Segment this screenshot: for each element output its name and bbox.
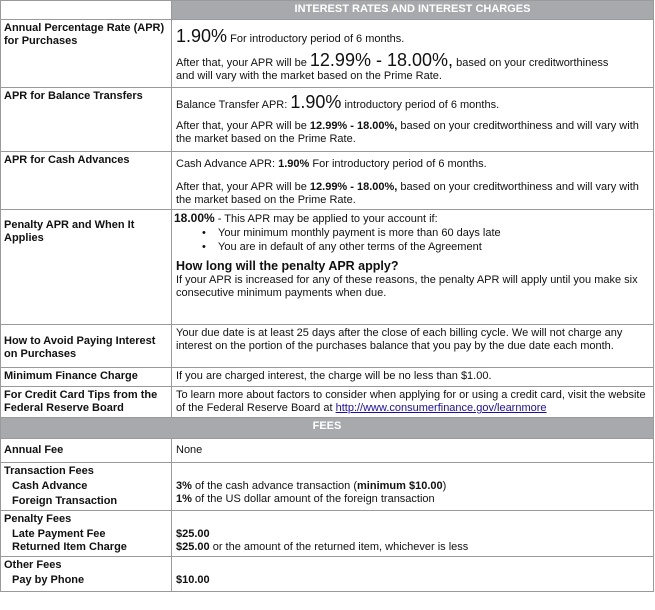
foreign-transaction-fee-label: Foreign Transaction (12, 495, 118, 507)
returned-item-charge-amount: $25.00 (176, 541, 210, 553)
late-payment-fee-amount: $25.00 (176, 528, 210, 540)
min-finance-charge-text: If you are charged interest, the charge will be no less than $1.00. (172, 368, 654, 387)
apr-ca-intro-prefix: Cash Advance APR: (176, 158, 276, 170)
apr-bt-intro-prefix: Balance Transfer APR: (176, 99, 288, 111)
credit-card-tips-content (172, 387, 654, 418)
other-fees-row (1, 557, 654, 592)
apr-purchases-after-line2: and will vary with the market based on the Prime Rate. (176, 70, 442, 82)
penalty-fees-label: Penalty Fees (4, 513, 72, 525)
apr-purchases-row (1, 20, 654, 88)
cash-advance-fee-label: Cash Advance (12, 480, 88, 492)
other-fees-labels (1, 557, 172, 592)
apr-balance-transfers-content (172, 88, 654, 152)
consumer-finance-link[interactable]: http://www.consumerfinance.gov/learnmore (335, 402, 547, 414)
returned-item-charge-text: or the amount of the returned item, whichever is less (212, 541, 469, 553)
interest-rates-header-row (1, 1, 654, 20)
credit-card-tips-row (1, 387, 654, 418)
penalty-apr-row (1, 210, 654, 325)
penalty-apr-rate-text: - This APR may be applied to your account if: (217, 213, 438, 225)
penalty-fees-row (1, 511, 654, 557)
foreign-transaction-fee-text: of the US dollar amount of the foreign transaction (194, 493, 435, 505)
annual-fee-row (1, 439, 654, 463)
penalty-apr-label: Penalty APR and When It Applies (1, 210, 172, 325)
apr-balance-transfers-row (1, 88, 654, 152)
apr-purchases-after-suffix: based on your creditworthiness (456, 57, 609, 69)
transaction-fees-row (1, 463, 654, 511)
annual-fee-label: Annual Fee (1, 439, 172, 463)
apr-ca-after-prefix: After that, your APR will be (176, 181, 307, 193)
apr-bt-after-suffix: based on your creditworthiness and will vary with the market based on the Prime Rate. (176, 120, 639, 145)
apr-purchases-content (172, 20, 654, 88)
penalty-fees-values (172, 511, 654, 557)
cash-advance-fee-text-b: ) (442, 480, 447, 492)
apr-purchases-intro-rate: 1.90% (176, 26, 228, 46)
credit-card-tips-text: To learn more about factors to consider when applying for or using a credit card, visit the website of the Federal Reserve Board at (176, 389, 646, 414)
apr-cash-advances-content (172, 152, 654, 210)
interest-rates-header (172, 1, 654, 20)
late-payment-fee-label: Late Payment Fee (12, 528, 106, 540)
other-fees-values (172, 557, 654, 592)
penalty-apr-rate: 18.00% (174, 211, 215, 225)
apr-cash-advances-row (1, 152, 654, 210)
other-fees-label: Other Fees (4, 559, 62, 571)
apr-purchases-after-rate: 12.99% - 18.00%, (309, 50, 454, 70)
apr-bt-intro-text: introductory period of 6 months. (344, 99, 500, 111)
apr-purchases-after-prefix: After that, your APR will be (176, 57, 307, 69)
avoid-interest-row (1, 325, 654, 368)
min-finance-charge-row (1, 368, 654, 387)
pay-by-phone-label: Pay by Phone (12, 574, 85, 586)
transaction-fees-label: Transaction Fees (4, 465, 94, 477)
apr-ca-after-suffix: based on your creditworthiness and will vary with the market based on the Prime Rate. (176, 181, 639, 206)
fees-header-row (1, 418, 654, 439)
header-spacer (1, 1, 172, 20)
avoid-interest-text: Your due date is at least 25 days after the close of each billing cycle. We will not charge any interest on the portion of the purchases balance that you pay by the due date each month. (172, 325, 654, 368)
cash-advance-fee-text-a: of the cash advance transaction ( (194, 480, 358, 492)
apr-cash-advances-label: APR for Cash Advances (1, 152, 172, 210)
cash-advance-fee-amount: 3% (176, 480, 192, 492)
fees-header (1, 418, 654, 439)
credit-card-tips-label: For Credit Card Tips from the Federal Reserve Board (1, 387, 172, 418)
min-finance-charge-label: Minimum Finance Charge (1, 368, 172, 387)
apr-purchases-intro-text: For introductory period of 6 months. (230, 33, 405, 45)
returned-item-charge-label: Returned Item Charge (12, 541, 127, 553)
transaction-fees-values (172, 463, 654, 511)
penalty-apr-bullet: • You are in default of any other terms of the Agreement (174, 240, 650, 254)
apr-bt-after-rate: 12.99% - 18.00%, (309, 120, 398, 132)
foreign-transaction-fee-amount: 1% (176, 493, 192, 505)
annual-fee-value: None (172, 439, 654, 463)
cash-advance-fee-minimum: minimum $10.00 (357, 480, 443, 492)
penalty-apr-bullets (174, 226, 650, 254)
apr-bt-intro-rate: 1.90% (290, 92, 342, 112)
apr-ca-intro-text: For introductory period of 6 months. (312, 158, 487, 170)
penalty-apr-bullet: • Your minimum monthly payment is more than 60 days late (174, 226, 650, 240)
transaction-fees-labels (1, 463, 172, 511)
penalty-apr-duration: If your APR is increased for any of these reasons, the penalty APR will apply until you make six consecutive minimum payments when due. (176, 274, 638, 299)
apr-balance-transfers-label: APR for Balance Transfers (1, 88, 172, 152)
apr-bt-after-prefix: After that, your APR will be (176, 120, 307, 132)
apr-ca-intro-rate: 1.90% (278, 158, 310, 170)
fees-title: FEES (312, 420, 342, 432)
apr-purchases-label: Annual Percentage Rate (APR) for Purchases (1, 20, 172, 88)
apr-ca-after-rate: 12.99% - 18.00%, (309, 181, 398, 193)
avoid-interest-label: How to Avoid Paying Interest on Purchases (1, 325, 172, 368)
penalty-fees-labels (1, 511, 172, 557)
interest-rates-title: INTEREST RATES AND INTEREST CHARGES (294, 3, 531, 15)
pay-by-phone-amount: $10.00 (176, 574, 210, 586)
penalty-apr-content (172, 210, 654, 325)
penalty-apr-subhead: How long will the penalty APR apply? (176, 259, 399, 273)
